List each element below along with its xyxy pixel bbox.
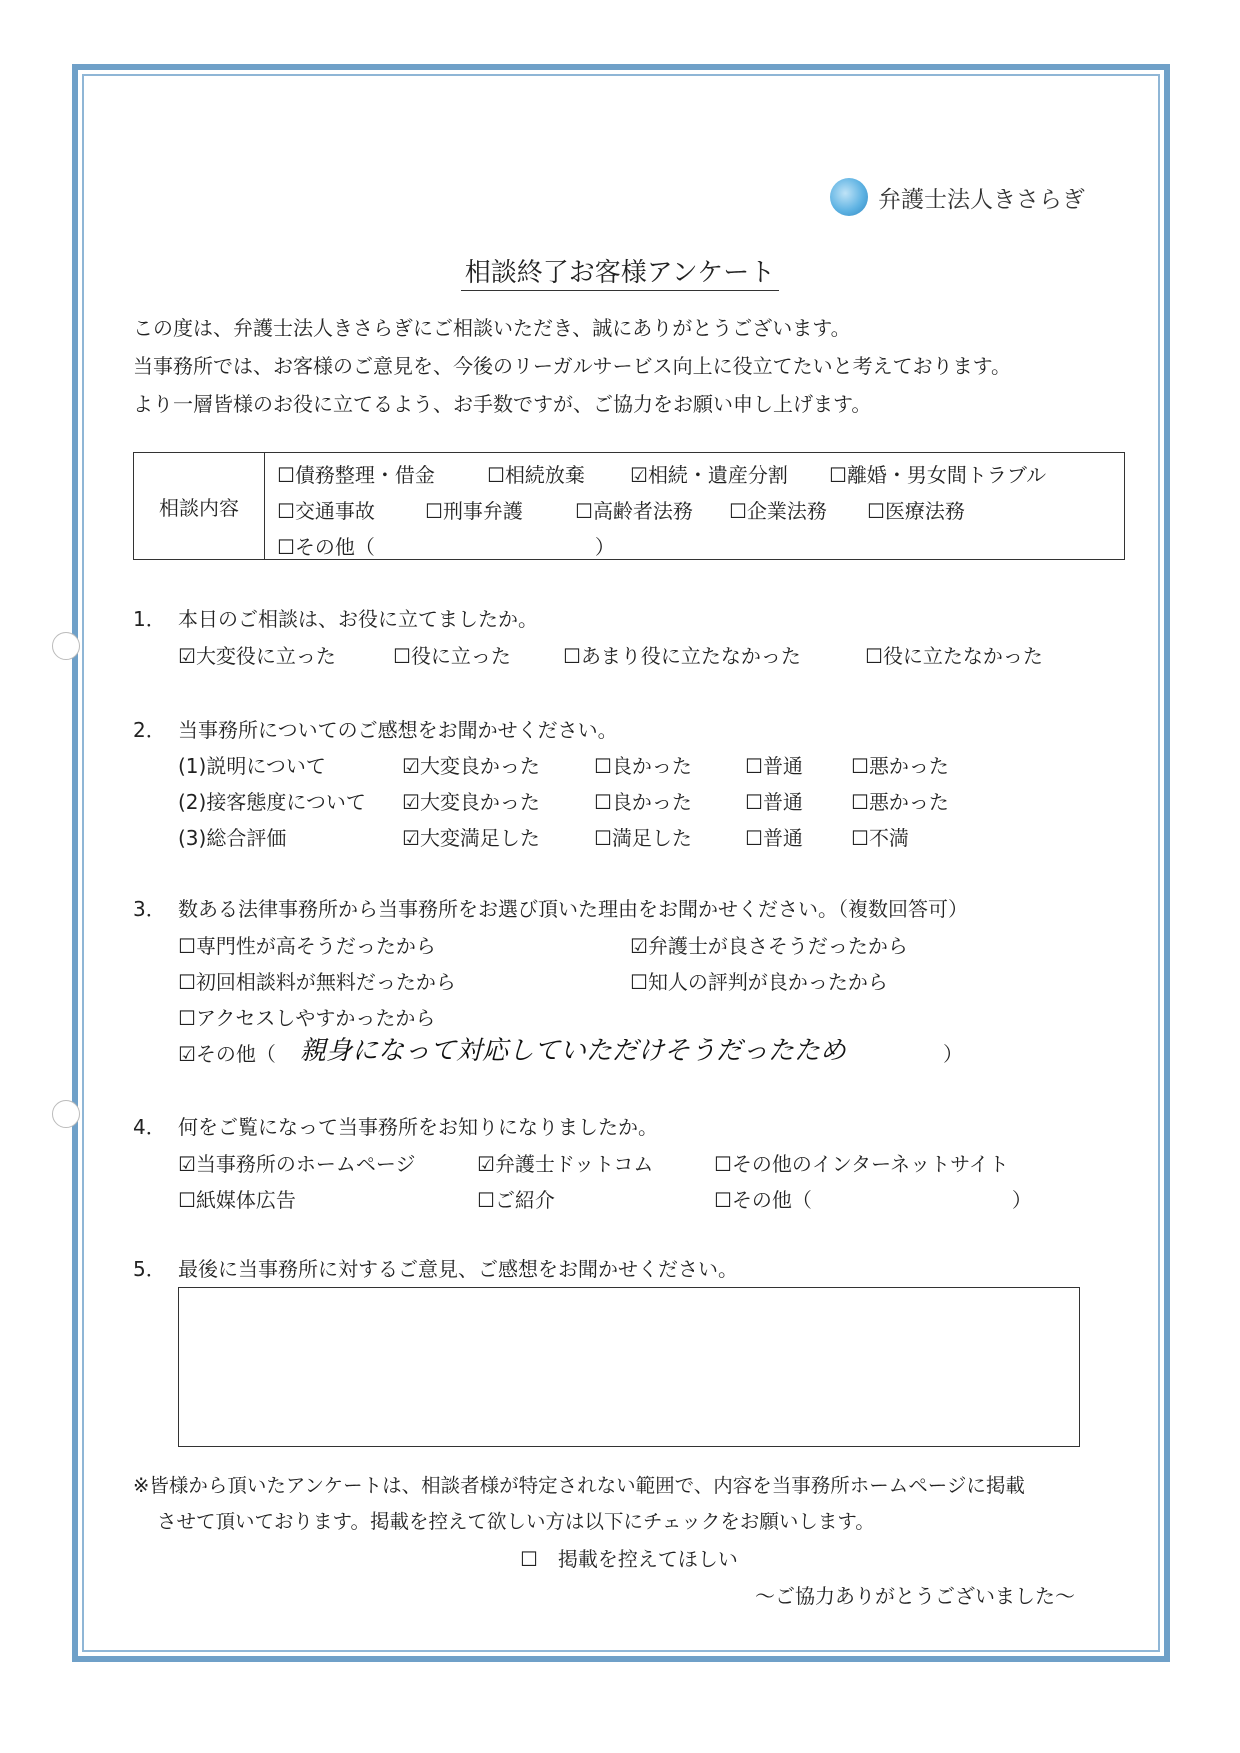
option-label: 大変良かった [419, 790, 540, 814]
checkbox-option[interactable] [402, 822, 540, 851]
option-label: 悪かった [868, 754, 949, 778]
punch-hole [52, 632, 80, 660]
checkbox-option[interactable] [425, 495, 523, 524]
checkbox-icon[interactable]: ☐ [714, 1188, 732, 1212]
checkbox-option[interactable] [745, 786, 803, 815]
flower-logo-icon [830, 178, 868, 216]
checkbox-option[interactable] [178, 930, 436, 959]
checkbox-icon[interactable]: ☐ [277, 499, 295, 523]
checkbox-option[interactable] [714, 1148, 1009, 1177]
checkbox-option[interactable] [178, 1148, 416, 1177]
option-label: 悪かった [868, 790, 949, 814]
checked-box-icon[interactable]: ☑ [402, 754, 420, 778]
option-label: 刑事弁護 [442, 499, 523, 523]
checkbox-icon[interactable]: ☐ [745, 826, 763, 850]
checkbox-icon[interactable]: ☐ [178, 934, 196, 958]
checkbox-icon[interactable]: ☐ [745, 790, 763, 814]
checkbox-icon[interactable]: ☐ [477, 1188, 495, 1212]
consult-type-options [265, 453, 1125, 560]
checked-box-icon[interactable]: ☑ [630, 934, 648, 958]
option-label: 高齢者法務 [592, 499, 693, 523]
option-label: 掲載を控えてほしい [537, 1547, 738, 1571]
option-label: 弁護士ドットコム [494, 1152, 654, 1176]
row-label: (2)接客態度について [178, 790, 366, 814]
row-label: (1)説明について [178, 754, 326, 778]
checkbox-icon[interactable]: ☐ [594, 754, 612, 778]
question-3-number: 3． [133, 897, 166, 921]
checkbox-option[interactable] [594, 786, 692, 815]
option-label: 役に立った [410, 644, 511, 668]
option-label: 満足した [611, 826, 692, 850]
checkbox-option[interactable] [402, 786, 540, 815]
option-label: 大変満足した [419, 826, 540, 850]
checkbox-icon[interactable]: ☐ [563, 644, 581, 668]
checkbox-option[interactable] [178, 1002, 435, 1031]
checkbox-icon[interactable]: ☐ [630, 970, 648, 994]
checkbox-option[interactable] [393, 640, 511, 669]
option-label: 普通 [762, 826, 803, 850]
checked-box-icon[interactable]: ☑ [402, 826, 420, 850]
consult-type-label: 相談内容 [134, 453, 265, 560]
checked-box-icon[interactable]: ☑ [178, 1152, 196, 1176]
option-label: 良かった [611, 754, 692, 778]
checkbox-option[interactable] [867, 495, 965, 524]
question-5-text: 最後に当事務所に対するご意見、ご感想をお聞かせください。 [178, 1257, 738, 1281]
intro-line: 当事務所では、お客様のご意見を、今後のリーガルサービス向上に役立てたいと考えております。 [133, 354, 1011, 378]
checkbox-option[interactable] [745, 750, 803, 779]
checkbox-icon[interactable]: ☐ [851, 790, 869, 814]
checkbox-icon[interactable]: ☐ [277, 535, 295, 559]
option-label: 大変良かった [419, 754, 540, 778]
notice-line: させて頂いております。掲載を控えて欲しい方は以下にチェックをお願いします。 [157, 1510, 875, 1533]
checkbox-option[interactable] [178, 640, 336, 669]
question-2-text: 当事務所についてのご感想をお聞かせください。 [178, 718, 618, 742]
checked-box-icon[interactable]: ☑ [178, 1042, 196, 1066]
checkbox-icon[interactable]: ☐ [277, 463, 295, 487]
checkbox-icon[interactable]: ☐ [178, 1006, 196, 1030]
closing-text: ～ご協力ありがとうございました～ [755, 1584, 1075, 1608]
checkbox-icon[interactable]: ☐ [178, 1188, 196, 1212]
option-label: 医療法務 [884, 499, 965, 523]
checkbox-option[interactable] [594, 750, 692, 779]
checkbox-option[interactable] [865, 640, 1043, 669]
checkbox-option[interactable] [277, 495, 375, 524]
paren-close: ） [943, 1042, 963, 1066]
intro-line: より一層皆様のお役に立てるよう、お手数ですが、ご協力をお願い申し上げます。 [133, 392, 872, 416]
checkbox-option[interactable] [829, 459, 1046, 488]
checkbox-option[interactable] [277, 459, 435, 488]
checkbox-icon[interactable]: ☐ [865, 644, 883, 668]
option-label: 離婚・男女間トラブル [846, 463, 1047, 487]
page-title: 相談終了お客様アンケート [0, 252, 1240, 289]
checkbox-icon[interactable]: ☐ [714, 1152, 732, 1176]
checkbox-icon[interactable]: ☐ [745, 754, 763, 778]
checkbox-option[interactable] [178, 1184, 296, 1213]
option-label: ご紹介 [494, 1188, 555, 1212]
checkbox-icon[interactable]: ☐ [425, 499, 443, 523]
option-label: あまり役に立たなかった [580, 644, 801, 668]
checkbox-option[interactable] [745, 822, 803, 851]
checkbox-icon[interactable]: ☐ [487, 463, 505, 487]
checkbox-option[interactable] [178, 966, 456, 995]
question-4-number: 4． [133, 1115, 166, 1139]
checkbox-option[interactable] [277, 531, 615, 560]
checkbox-icon[interactable]: ☐ [594, 826, 612, 850]
question-1-text: 本日のご相談は、お役に立てましたか。 [178, 607, 538, 631]
option-label: 交通事故 [294, 499, 375, 523]
checkbox-option[interactable] [630, 966, 888, 995]
checkbox-icon[interactable]: ☐ [594, 790, 612, 814]
checkbox-option[interactable] [851, 786, 949, 815]
checkbox-icon[interactable]: ☐ [829, 463, 847, 487]
question-1-number: 1． [133, 607, 166, 631]
checkbox-icon[interactable]: ☐ [851, 754, 869, 778]
option-label: 相続放棄 [504, 463, 585, 487]
question-2-number: 2． [133, 718, 166, 742]
option-label: その他（ [195, 1042, 276, 1066]
option-label: 大変役に立った [195, 644, 336, 668]
option-label: 初回相談料が無料だったから [195, 970, 456, 994]
option-label: 債務整理・借金 [294, 463, 435, 487]
checkbox-option[interactable] [630, 459, 788, 488]
checked-box-icon[interactable]: ☑ [630, 463, 648, 487]
option-label: 普通 [762, 790, 803, 814]
row-label: (3)総合評価 [178, 826, 287, 850]
notice-line: ※皆様から頂いたアンケートは、相談者様が特定されない範囲で、内容を当事務所ホームページに掲載 [133, 1474, 1025, 1497]
question-5-number: 5． [133, 1257, 166, 1281]
checkbox-icon[interactable]: ☐ [867, 499, 885, 523]
option-label: 知人の評判が良かったから [647, 970, 888, 994]
checkbox-icon[interactable]: ☐ [575, 499, 593, 523]
checkbox-icon[interactable]: ☐ [178, 970, 196, 994]
checked-box-icon[interactable]: ☑ [402, 790, 420, 814]
checkbox-option[interactable] [487, 459, 585, 488]
optout-checkbox[interactable] [520, 1543, 738, 1572]
checkbox-icon[interactable]: ☐ [393, 644, 411, 668]
option-label: 役に立たなかった [882, 644, 1043, 668]
option-label: 専門性が高そうだったから [195, 934, 436, 958]
checkbox-option[interactable] [729, 495, 827, 524]
consult-type-table [133, 452, 1125, 560]
checkbox-option[interactable] [851, 822, 909, 851]
checkbox-option[interactable] [563, 640, 801, 669]
option-label: 良かった [611, 790, 692, 814]
checkbox-option[interactable] [851, 750, 949, 779]
option-label: 相続・遺産分割 [647, 463, 788, 487]
checkbox-option[interactable] [178, 1038, 276, 1067]
checkbox-icon[interactable]: ☐ [729, 499, 747, 523]
checkbox-option[interactable] [594, 822, 692, 851]
option-label: アクセスしやすかったから [195, 1006, 436, 1030]
punch-hole [52, 1100, 80, 1128]
option-label: 弁護士が良さそうだったから [647, 934, 908, 958]
question-4-text: 何をご覧になって当事務所をお知りになりましたか。 [178, 1115, 658, 1139]
checkbox-icon[interactable]: ☐ [851, 826, 869, 850]
option-label: その他（ ） [294, 535, 615, 559]
option-label: 紙媒体広告 [195, 1188, 296, 1212]
option-label: 普通 [762, 754, 803, 778]
option-label: 当事務所のホームページ [195, 1152, 416, 1176]
checked-box-icon[interactable]: ☑ [477, 1152, 495, 1176]
option-label: 企業法務 [746, 499, 827, 523]
checkbox-option[interactable] [477, 1148, 653, 1177]
option-label: その他（ ） [731, 1188, 1032, 1212]
checkbox-option[interactable] [402, 750, 540, 779]
company-name: 弁護士法人きさらぎ [878, 186, 1085, 213]
handwritten-other-reason: 親身になって対応していただけそうだったため [300, 1036, 847, 1066]
option-label: その他のインターネットサイト [731, 1152, 1009, 1176]
option-label: 不満 [868, 826, 909, 850]
checked-box-icon[interactable]: ☑ [178, 644, 196, 668]
comment-textarea[interactable] [178, 1287, 1080, 1447]
intro-line: この度は、弁護士法人きさらぎにご相談いただき、誠にありがとうございます。 [133, 316, 851, 340]
checkbox-option[interactable] [714, 1184, 1032, 1213]
checkbox-option[interactable] [575, 495, 693, 524]
checkbox-option[interactable] [477, 1184, 555, 1213]
question-3-text: 数ある法律事務所から当事務所をお選び頂いた理由をお聞かせください。（複数回答可） [178, 897, 968, 921]
checkbox-icon[interactable]: ☐ [520, 1547, 538, 1571]
company-logo [830, 178, 1085, 216]
checkbox-option[interactable] [630, 930, 908, 959]
